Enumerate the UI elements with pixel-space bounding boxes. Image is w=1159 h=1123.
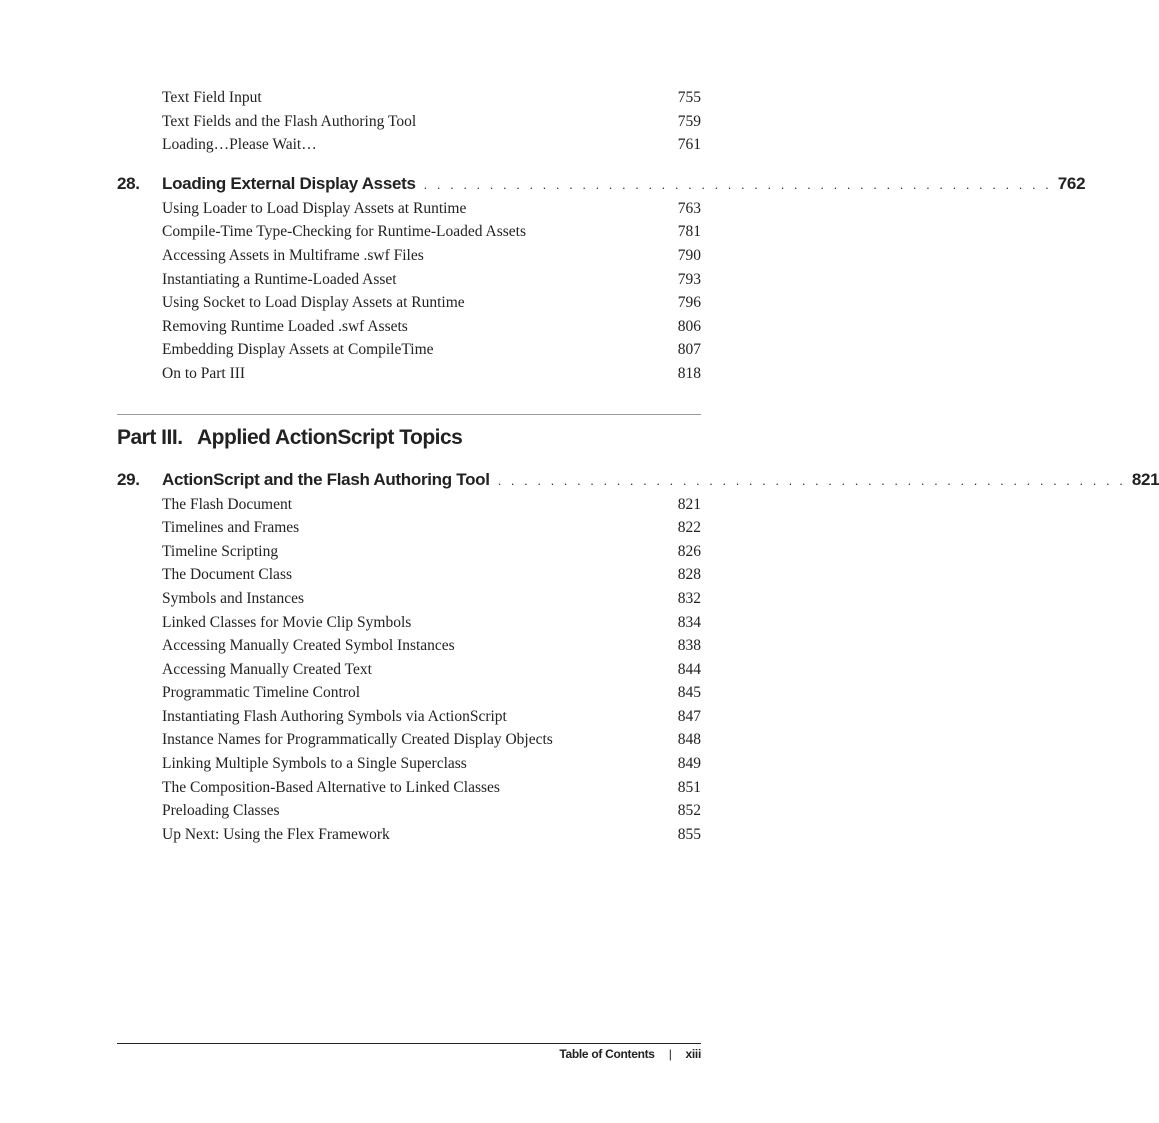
entry-title: The Flash Document (162, 495, 293, 513)
footer-rule (117, 1043, 701, 1044)
entry-page: 761 (677, 136, 701, 154)
entry-title: Timelines and Frames (162, 519, 300, 537)
entry-page: 822 (677, 519, 701, 537)
toc-entry[interactable] (117, 315, 701, 339)
footer-separator: | (668, 1047, 672, 1061)
entry-title: Accessing Manually Created Symbol Instances (162, 637, 455, 655)
chapter-title: Loading External Display Assets (162, 173, 416, 193)
entry-page: 793 (677, 270, 701, 288)
entry-title: Using Loader to Load Display Assets at Runtime (162, 199, 467, 217)
entry-page: 832 (677, 589, 701, 607)
toc-entry[interactable] (117, 705, 701, 729)
entry-title: Text Field Input (162, 89, 262, 106)
entry-page: 844 (677, 660, 701, 678)
entry-page: 847 (677, 707, 701, 725)
entry-title: Timeline Scripting (162, 542, 279, 560)
entry-page: 781 (677, 223, 701, 241)
chapter-number: 28. (117, 173, 140, 193)
entry-page: 849 (677, 755, 701, 773)
part-label: Part III. (117, 425, 183, 449)
entry-title: Accessing Assets in Multiframe .swf Files (162, 246, 424, 264)
toc-entry[interactable] (117, 587, 701, 611)
pre-entries (117, 86, 701, 157)
entry-title: Instantiating a Runtime-Loaded Asset (162, 270, 397, 288)
entry-page: 828 (677, 566, 701, 584)
chapter-29-heading[interactable] (117, 467, 1159, 493)
entry-page: 790 (677, 246, 701, 264)
chapter-28-entries (117, 197, 701, 386)
chapter-page: 821 (1131, 469, 1159, 489)
page-footer (559, 1047, 701, 1061)
toc-entry[interactable] (117, 658, 701, 682)
dot-leader: . . . . . . . . . . . . . . . . . . . . . . . . . . . . . . . . . . . . . . . . . . . . . . . . (497, 472, 1126, 488)
toc-entry[interactable] (117, 728, 701, 752)
entry-title: Symbols and Instances (162, 589, 305, 607)
toc-entry[interactable] (117, 681, 701, 705)
chapter-29-entries (117, 493, 701, 847)
entry-title: Loading…Please Wait… (162, 136, 317, 154)
toc-entry[interactable] (117, 291, 701, 315)
toc-entry[interactable] (117, 634, 701, 658)
entry-title: Linking Multiple Symbols to a Single Superclass (162, 755, 467, 773)
toc-page (117, 86, 1159, 846)
entry-page: 806 (677, 317, 701, 335)
entry-title: Text Fields and the Flash Authoring Tool (162, 112, 417, 130)
toc-entry[interactable] (117, 244, 701, 268)
entry-title: On to Part III (162, 364, 246, 382)
entry-title: Accessing Manually Created Text (162, 660, 372, 678)
entry-page: 755 (677, 89, 701, 106)
entry-page: 796 (677, 294, 701, 312)
chapter-title: ActionScript and the Flash Authoring Tool (162, 469, 490, 489)
dot-leader: . . . . . . . . . . . . . . . . . . . . . . . . . . . . . . . . . . . . . . . . . . . . . . . . (423, 176, 1052, 192)
toc-entry[interactable] (117, 110, 701, 134)
entry-page: 848 (677, 731, 701, 749)
toc-entry[interactable] (117, 563, 701, 587)
entry-title: The Document Class (162, 566, 293, 584)
entry-title: The Composition-Based Alternative to Linked Classes (162, 778, 500, 796)
chapter-number: 29. (117, 469, 140, 489)
chapter-28-heading[interactable] (117, 171, 1086, 197)
toc-entry[interactable] (117, 776, 701, 800)
entry-page: 807 (677, 341, 701, 359)
toc-entry[interactable] (117, 197, 701, 221)
entry-page: 852 (677, 802, 701, 820)
toc-entry[interactable] (117, 362, 701, 386)
entry-page: 855 (677, 825, 701, 843)
entry-page: 845 (677, 684, 701, 702)
entry-title: Compile-Time Type-Checking for Runtime-Loaded Assets (162, 223, 526, 241)
entry-title: Up Next: Using the Flex Framework (162, 825, 390, 843)
part-divider (117, 414, 701, 415)
footer-page-number: xiii (685, 1047, 701, 1061)
entry-page: 818 (677, 364, 701, 382)
part-heading (117, 423, 701, 453)
toc-entry[interactable] (117, 799, 701, 823)
entry-page: 826 (677, 542, 701, 560)
entry-title: Programmatic Timeline Control (162, 684, 361, 702)
toc-entry[interactable] (117, 516, 701, 540)
footer-label: Table of Contents (559, 1047, 655, 1061)
entry-page: 759 (677, 112, 701, 130)
toc-entry[interactable] (117, 540, 701, 564)
entry-title: Instance Names for Programmatically Created Display Objects (162, 731, 553, 749)
toc-entry[interactable] (117, 823, 701, 847)
toc-entry[interactable] (117, 611, 701, 635)
entry-title: Linked Classes for Movie Clip Symbols (162, 613, 412, 631)
toc-entry[interactable] (117, 86, 701, 110)
chapter-page: 762 (1057, 173, 1086, 193)
entry-title: Instantiating Flash Authoring Symbols via ActionScript (162, 707, 507, 725)
part-title: Applied ActionScript Topics (197, 425, 463, 449)
entry-page: 838 (677, 637, 701, 655)
toc-entry[interactable] (117, 220, 701, 244)
entry-page: 834 (677, 613, 701, 631)
toc-entry[interactable] (117, 133, 701, 157)
toc-entry[interactable] (117, 268, 701, 292)
entry-title: Using Socket to Load Display Assets at Runtime (162, 294, 465, 312)
entry-title: Preloading Classes (162, 802, 280, 820)
entry-page: 763 (677, 199, 701, 217)
entry-page: 821 (677, 495, 701, 513)
toc-entry[interactable] (117, 493, 701, 517)
entry-title: Removing Runtime Loaded .swf Assets (162, 317, 408, 335)
toc-entry[interactable] (117, 752, 701, 776)
entry-title: Embedding Display Assets at CompileTime (162, 341, 434, 359)
entry-page: 851 (677, 778, 701, 796)
toc-entry[interactable] (117, 338, 701, 362)
